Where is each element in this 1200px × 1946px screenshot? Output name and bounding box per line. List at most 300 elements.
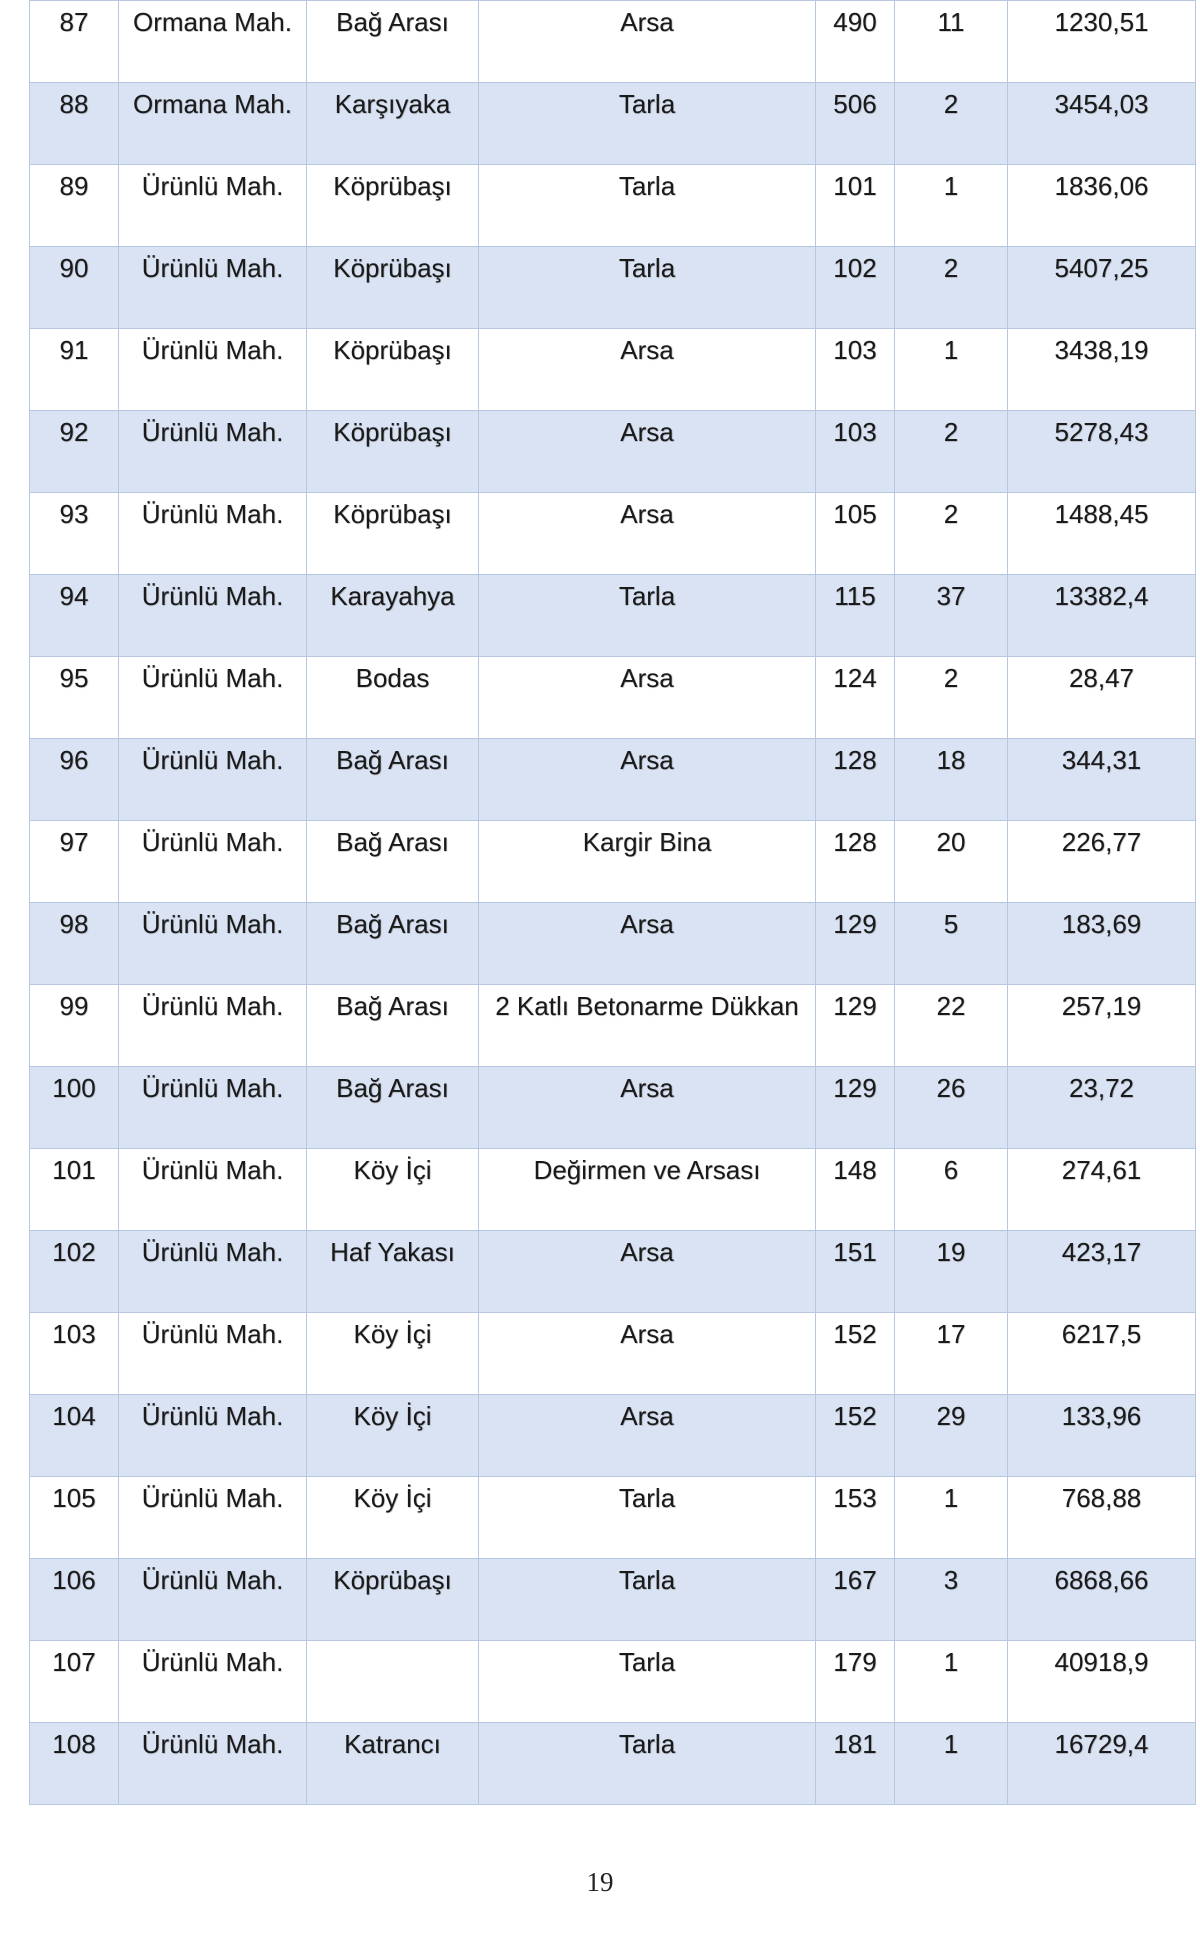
cell-mevki (307, 1149, 479, 1231)
cell-parsel (895, 1313, 1008, 1395)
cell-mahalle (119, 1395, 307, 1477)
cell-ada-text: 129 (833, 1073, 877, 1103)
cell-sira-no (30, 1231, 119, 1313)
cell-sira-no (30, 1723, 119, 1805)
cell-sira-no (30, 739, 119, 821)
cell-sira-no-text: 107 (52, 1647, 96, 1677)
cell-parsel-text: 2 (943, 253, 959, 283)
cell-mevki (307, 1723, 479, 1805)
cell-sira-no (30, 575, 119, 657)
cell-mahalle-text: Ürünlü Mah. (141, 1319, 284, 1349)
cell-mevki-text: Köprübaşı (333, 417, 452, 447)
cell-cinsi (479, 83, 816, 165)
cell-mevki-text: Bağ Arası (336, 1073, 449, 1103)
cell-mevki-text: Haf Yakası (330, 1237, 455, 1267)
cell-cinsi (479, 329, 816, 411)
cell-cinsi (479, 1395, 816, 1477)
table-row (30, 1313, 1196, 1395)
cell-parsel (895, 1559, 1008, 1641)
cell-mevki-text: Bağ Arası (336, 909, 449, 939)
cell-alan (1008, 1477, 1196, 1559)
table-row (30, 165, 1196, 247)
cell-mevki-text: Köy İçi (353, 1319, 432, 1349)
cell-mevki-text: Bağ Arası (336, 7, 449, 37)
cell-mahalle-text: Ürünlü Mah. (141, 991, 284, 1021)
cell-mahalle (119, 165, 307, 247)
cell-mevki (307, 493, 479, 575)
cell-cinsi (479, 1231, 816, 1313)
cell-mevki-text: Bağ Arası (336, 991, 449, 1021)
cell-ada (816, 247, 895, 329)
cell-alan (1008, 903, 1196, 985)
cell-mevki-text: Köprübaşı (333, 499, 452, 529)
cell-sira-no (30, 493, 119, 575)
cell-mahalle-text: Ürünlü Mah. (141, 417, 284, 447)
cell-mahalle (119, 83, 307, 165)
cell-mahalle (119, 1067, 307, 1149)
cell-parsel-text: 18 (936, 745, 966, 775)
cell-parsel (895, 411, 1008, 493)
cell-parsel (895, 739, 1008, 821)
cell-mevki-text: Köprübaşı (333, 253, 452, 283)
cell-cinsi (479, 1559, 816, 1641)
cell-sira-no (30, 657, 119, 739)
cell-alan-text: 768,88 (1061, 1483, 1142, 1513)
cell-mahalle-text: Ormana Mah. (133, 7, 292, 37)
cell-alan-text: 183,69 (1061, 909, 1142, 939)
table-row (30, 739, 1196, 821)
cell-sira-no-text: 104 (52, 1401, 96, 1431)
cell-sira-no (30, 1477, 119, 1559)
cell-mevki (307, 739, 479, 821)
cell-mevki (307, 1559, 479, 1641)
cell-mevki-text: Karayahya (330, 581, 455, 611)
cell-parsel (895, 83, 1008, 165)
cell-cinsi-text: Arsa (620, 1401, 674, 1431)
cell-mahalle (119, 493, 307, 575)
cell-mevki-text: Bodas (355, 663, 430, 693)
table-row (30, 1723, 1196, 1805)
cell-alan-text: 28,47 (1068, 663, 1135, 693)
cell-mahalle-text: Ürünlü Mah. (141, 171, 284, 201)
cell-mahalle-text: Ürünlü Mah. (141, 581, 284, 611)
cell-sira-no-text: 88 (59, 89, 89, 119)
cell-parsel-text: 2 (943, 417, 959, 447)
cell-mahalle (119, 1723, 307, 1805)
cell-mahalle (119, 985, 307, 1067)
cell-parsel-text: 20 (936, 827, 966, 857)
cell-mahalle (119, 1477, 307, 1559)
cell-alan (1008, 657, 1196, 739)
cell-sira-no-text: 100 (52, 1073, 96, 1103)
cell-mevki (307, 411, 479, 493)
cell-cinsi-text: Tarla (618, 253, 676, 283)
cell-ada (816, 985, 895, 1067)
cell-ada-text: 151 (833, 1237, 877, 1267)
cell-mevki-text: Katrancı (344, 1729, 441, 1759)
cell-alan (1008, 1067, 1196, 1149)
cell-mevki (307, 329, 479, 411)
cell-parsel-text: 3 (943, 1565, 959, 1595)
cell-alan-text: 40918,9 (1054, 1647, 1149, 1677)
cell-parsel (895, 1231, 1008, 1313)
cell-mahalle-text: Ürünlü Mah. (141, 745, 284, 775)
cell-cinsi-text: Tarla (618, 1729, 676, 1759)
cell-sira-no-text: 93 (59, 499, 89, 529)
cell-mahalle (119, 575, 307, 657)
table-row (30, 83, 1196, 165)
cell-mahalle-text: Ürünlü Mah. (141, 909, 284, 939)
cell-mahalle-text: Ürünlü Mah. (141, 827, 284, 857)
cell-ada-text: 129 (833, 909, 877, 939)
cell-mahalle (119, 903, 307, 985)
cell-parsel-text: 2 (943, 89, 959, 119)
cell-sira-no (30, 1067, 119, 1149)
table-row (30, 657, 1196, 739)
cell-alan-text: 5278,43 (1054, 417, 1149, 447)
cell-cinsi-text: Arsa (620, 1237, 674, 1267)
cell-sira-no (30, 1149, 119, 1231)
cell-mahalle (119, 657, 307, 739)
cell-mevki (307, 903, 479, 985)
cell-sira-no-text: 97 (59, 827, 89, 857)
cell-mahalle-text: Ürünlü Mah. (141, 1483, 284, 1513)
cell-ada (816, 1395, 895, 1477)
cell-cinsi (479, 1477, 816, 1559)
cell-alan (1008, 411, 1196, 493)
cell-ada (816, 83, 895, 165)
cell-alan-text: 6868,66 (1054, 1565, 1149, 1595)
cell-alan-text: 274,61 (1061, 1155, 1142, 1185)
cell-ada (816, 1723, 895, 1805)
cell-ada-text: 179 (833, 1647, 877, 1677)
cell-mahalle (119, 1231, 307, 1313)
cell-parsel (895, 575, 1008, 657)
cell-mevki (307, 83, 479, 165)
cell-ada-text: 103 (833, 335, 877, 365)
cell-cinsi (479, 1723, 816, 1805)
cell-cinsi (479, 657, 816, 739)
cell-mevki (307, 657, 479, 739)
cell-ada-text: 167 (833, 1565, 877, 1595)
cell-alan (1008, 83, 1196, 165)
cell-cinsi-text: Tarla (618, 1483, 676, 1513)
cell-sira-no-text: 98 (59, 909, 89, 939)
cell-ada-text: 124 (833, 663, 877, 693)
cell-sira-no-text: 87 (59, 7, 89, 37)
cell-mevki (307, 1, 479, 83)
cell-parsel (895, 657, 1008, 739)
cell-cinsi (479, 1067, 816, 1149)
table-row (30, 821, 1196, 903)
cell-sira-no-text: 105 (52, 1483, 96, 1513)
cell-mevki-text: Köy İçi (353, 1483, 432, 1513)
cell-ada (816, 411, 895, 493)
cell-parsel (895, 165, 1008, 247)
cell-ada (816, 1, 895, 83)
cell-alan-text: 1836,06 (1054, 171, 1149, 201)
cell-sira-no (30, 821, 119, 903)
cell-mahalle (119, 1313, 307, 1395)
cell-cinsi-text: Arsa (620, 499, 674, 529)
cell-mevki (307, 1395, 479, 1477)
cell-sira-no-text: 108 (52, 1729, 96, 1759)
cell-ada-text: 128 (833, 827, 877, 857)
cell-alan-text: 344,31 (1061, 745, 1142, 775)
cell-mevki-text: Köprübaşı (333, 171, 452, 201)
cell-mahalle (119, 1641, 307, 1723)
cell-cinsi (479, 985, 816, 1067)
table-row (30, 985, 1196, 1067)
cell-cinsi-text: Arsa (620, 909, 674, 939)
table-row (30, 493, 1196, 575)
cell-sira-no-text: 96 (59, 745, 89, 775)
cell-mevki (307, 1477, 479, 1559)
cell-parsel (895, 821, 1008, 903)
cell-sira-no (30, 1559, 119, 1641)
cell-cinsi-text: Tarla (618, 1565, 676, 1595)
cell-mahalle-text: Ürünlü Mah. (141, 253, 284, 283)
cell-mahalle-text: Ürünlü Mah. (141, 1647, 284, 1677)
cell-cinsi (479, 1313, 816, 1395)
cell-ada-text: 129 (833, 991, 877, 1021)
cell-mahalle-text: Ürünlü Mah. (141, 1729, 284, 1759)
cell-parsel-text: 6 (943, 1155, 959, 1185)
cell-alan (1008, 575, 1196, 657)
cell-ada-text: 148 (833, 1155, 877, 1185)
cell-mahalle-text: Ürünlü Mah. (141, 1401, 284, 1431)
cell-cinsi (479, 1, 816, 83)
cell-mahalle (119, 1559, 307, 1641)
cell-ada (816, 1313, 895, 1395)
cell-parsel-text: 19 (936, 1237, 966, 1267)
cell-alan-text: 16729,4 (1054, 1729, 1149, 1759)
page-number: 19 (586, 1867, 614, 1897)
cell-sira-no-text: 103 (52, 1319, 96, 1349)
cell-ada (816, 657, 895, 739)
cell-parsel-text: 29 (936, 1401, 966, 1431)
cell-mevki-text: Köy İçi (353, 1401, 432, 1431)
cell-alan (1008, 493, 1196, 575)
table-row (30, 1, 1196, 83)
cell-parsel (895, 903, 1008, 985)
table-row (30, 247, 1196, 329)
cell-mevki (307, 165, 479, 247)
cell-cinsi (479, 493, 816, 575)
cell-sira-no-text: 102 (52, 1237, 96, 1267)
cell-ada-text: 101 (833, 171, 877, 201)
cell-ada-text: 152 (833, 1401, 877, 1431)
table-row (30, 575, 1196, 657)
cell-alan-text: 3438,19 (1054, 335, 1149, 365)
cell-mevki (307, 1641, 479, 1723)
cell-mevki-text (307, 1641, 478, 1649)
cell-sira-no-text: 91 (59, 335, 89, 365)
cell-mevki (307, 1231, 479, 1313)
cell-alan-text: 5407,25 (1054, 253, 1149, 283)
cell-sira-no (30, 247, 119, 329)
cell-sira-no-text: 95 (59, 663, 89, 693)
cell-cinsi-text: Tarla (618, 581, 676, 611)
cell-sira-no (30, 83, 119, 165)
cell-alan (1008, 985, 1196, 1067)
cell-alan (1008, 1231, 1196, 1313)
cell-mevki (307, 247, 479, 329)
cell-mahalle-text: Ürünlü Mah. (141, 1237, 284, 1267)
cell-alan-text: 226,77 (1061, 827, 1142, 857)
cell-parsel (895, 329, 1008, 411)
cell-cinsi-text: 2 Katlı Betonarme Dükkan (495, 991, 799, 1021)
cell-ada (816, 1559, 895, 1641)
cell-cinsi (479, 1641, 816, 1723)
cell-cinsi (479, 739, 816, 821)
cell-sira-no-text: 89 (59, 171, 89, 201)
cell-alan-text: 1488,45 (1054, 499, 1149, 529)
cell-ada-text: 115 (834, 581, 876, 611)
cell-ada (816, 1067, 895, 1149)
cell-sira-no-text: 90 (59, 253, 89, 283)
cell-mahalle-text: Ürünlü Mah. (141, 1565, 284, 1595)
table-row (30, 1067, 1196, 1149)
cell-ada (816, 821, 895, 903)
cell-mevki (307, 1313, 479, 1395)
cell-mevki (307, 575, 479, 657)
cell-cinsi-text: Tarla (618, 89, 676, 119)
table-row (30, 411, 1196, 493)
cell-parsel-text: 1 (943, 171, 959, 201)
cell-parsel-text: 26 (936, 1073, 966, 1103)
table-row (30, 1559, 1196, 1641)
cell-cinsi (479, 411, 816, 493)
cell-cinsi (479, 165, 816, 247)
cell-parsel (895, 1395, 1008, 1477)
cell-alan-text: 23,72 (1068, 1073, 1135, 1103)
cell-ada-text: 102 (833, 253, 877, 283)
cell-parsel (895, 1641, 1008, 1723)
cell-cinsi-text: Arsa (620, 1319, 674, 1349)
cell-mevki-text: Bağ Arası (336, 745, 449, 775)
cell-mahalle (119, 821, 307, 903)
cell-mahalle-text: Ürünlü Mah. (141, 663, 284, 693)
cell-parsel (895, 1723, 1008, 1805)
cell-parsel (895, 1149, 1008, 1231)
cell-sira-no-text: 101 (52, 1155, 96, 1185)
cell-parsel (895, 1067, 1008, 1149)
cell-mevki-text: Köprübaşı (333, 1565, 452, 1595)
cell-ada (816, 1641, 895, 1723)
cell-alan (1008, 1149, 1196, 1231)
cell-sira-no (30, 411, 119, 493)
cell-mahalle (119, 1149, 307, 1231)
parcel-table (29, 0, 1196, 1805)
cell-ada-text: 105 (833, 499, 877, 529)
cell-sira-no-text: 92 (59, 417, 89, 447)
cell-mevki-text: Köprübaşı (333, 335, 452, 365)
cell-sira-no (30, 329, 119, 411)
cell-alan (1008, 1, 1196, 83)
cell-sira-no-text: 94 (59, 581, 89, 611)
cell-ada (816, 165, 895, 247)
cell-sira-no (30, 1395, 119, 1477)
cell-alan (1008, 1313, 1196, 1395)
cell-parsel-text: 1 (943, 1647, 959, 1677)
cell-ada-text: 153 (833, 1483, 877, 1513)
cell-cinsi (479, 903, 816, 985)
cell-parsel-text: 1 (943, 1729, 959, 1759)
cell-mahalle (119, 329, 307, 411)
cell-ada (816, 1149, 895, 1231)
cell-mahalle-text: Ürünlü Mah. (141, 1155, 284, 1185)
cell-mevki-text: Bağ Arası (336, 827, 449, 857)
cell-mevki (307, 821, 479, 903)
cell-alan-text: 133,96 (1061, 1401, 1142, 1431)
cell-ada-text: 103 (833, 417, 877, 447)
cell-alan (1008, 1559, 1196, 1641)
table-row (30, 1641, 1196, 1723)
cell-ada-text: 128 (833, 745, 877, 775)
cell-sira-no-text: 99 (59, 991, 89, 1021)
cell-mahalle-text: Ürünlü Mah. (141, 1073, 284, 1103)
cell-ada (816, 493, 895, 575)
cell-alan (1008, 1641, 1196, 1723)
cell-ada-text: 490 (833, 7, 877, 37)
cell-cinsi-text: Arsa (620, 745, 674, 775)
cell-parsel-text: 5 (943, 909, 959, 939)
cell-parsel (895, 247, 1008, 329)
cell-alan-text: 1230,51 (1054, 7, 1149, 37)
cell-parsel-text: 1 (943, 1483, 959, 1513)
table-row (30, 903, 1196, 985)
cell-ada (816, 1477, 895, 1559)
cell-mahalle-text: Ürünlü Mah. (141, 499, 284, 529)
cell-mahalle-text: Ormana Mah. (133, 89, 292, 119)
cell-cinsi-text: Tarla (618, 171, 676, 201)
cell-cinsi (479, 575, 816, 657)
cell-ada-text: 152 (833, 1319, 877, 1349)
cell-alan (1008, 1723, 1196, 1805)
cell-alan (1008, 247, 1196, 329)
cell-sira-no (30, 985, 119, 1067)
cell-cinsi-text: Değirmen ve Arsası (533, 1155, 761, 1185)
table-row (30, 1477, 1196, 1559)
cell-sira-no (30, 165, 119, 247)
table-row (30, 1149, 1196, 1231)
table-row (30, 1231, 1196, 1313)
cell-ada-text: 506 (833, 89, 877, 119)
cell-mevki (307, 1067, 479, 1149)
cell-mevki-text: Köy İçi (353, 1155, 432, 1185)
cell-ada (816, 575, 895, 657)
cell-cinsi (479, 821, 816, 903)
cell-cinsi-text: Arsa (620, 417, 674, 447)
cell-sira-no (30, 1, 119, 83)
parcel-table-body (30, 1, 1196, 1805)
table-row (30, 329, 1196, 411)
cell-cinsi (479, 1149, 816, 1231)
cell-cinsi-text: Tarla (618, 1647, 676, 1677)
cell-mahalle (119, 411, 307, 493)
cell-alan (1008, 329, 1196, 411)
cell-alan-text: 3454,03 (1054, 89, 1149, 119)
cell-mevki (307, 985, 479, 1067)
cell-parsel-text: 2 (943, 499, 959, 529)
cell-alan-text: 13382,4 (1054, 581, 1149, 611)
cell-cinsi (479, 247, 816, 329)
cell-parsel-text: 1 (943, 335, 959, 365)
cell-cinsi-text: Arsa (620, 663, 674, 693)
cell-alan (1008, 165, 1196, 247)
cell-ada (816, 903, 895, 985)
